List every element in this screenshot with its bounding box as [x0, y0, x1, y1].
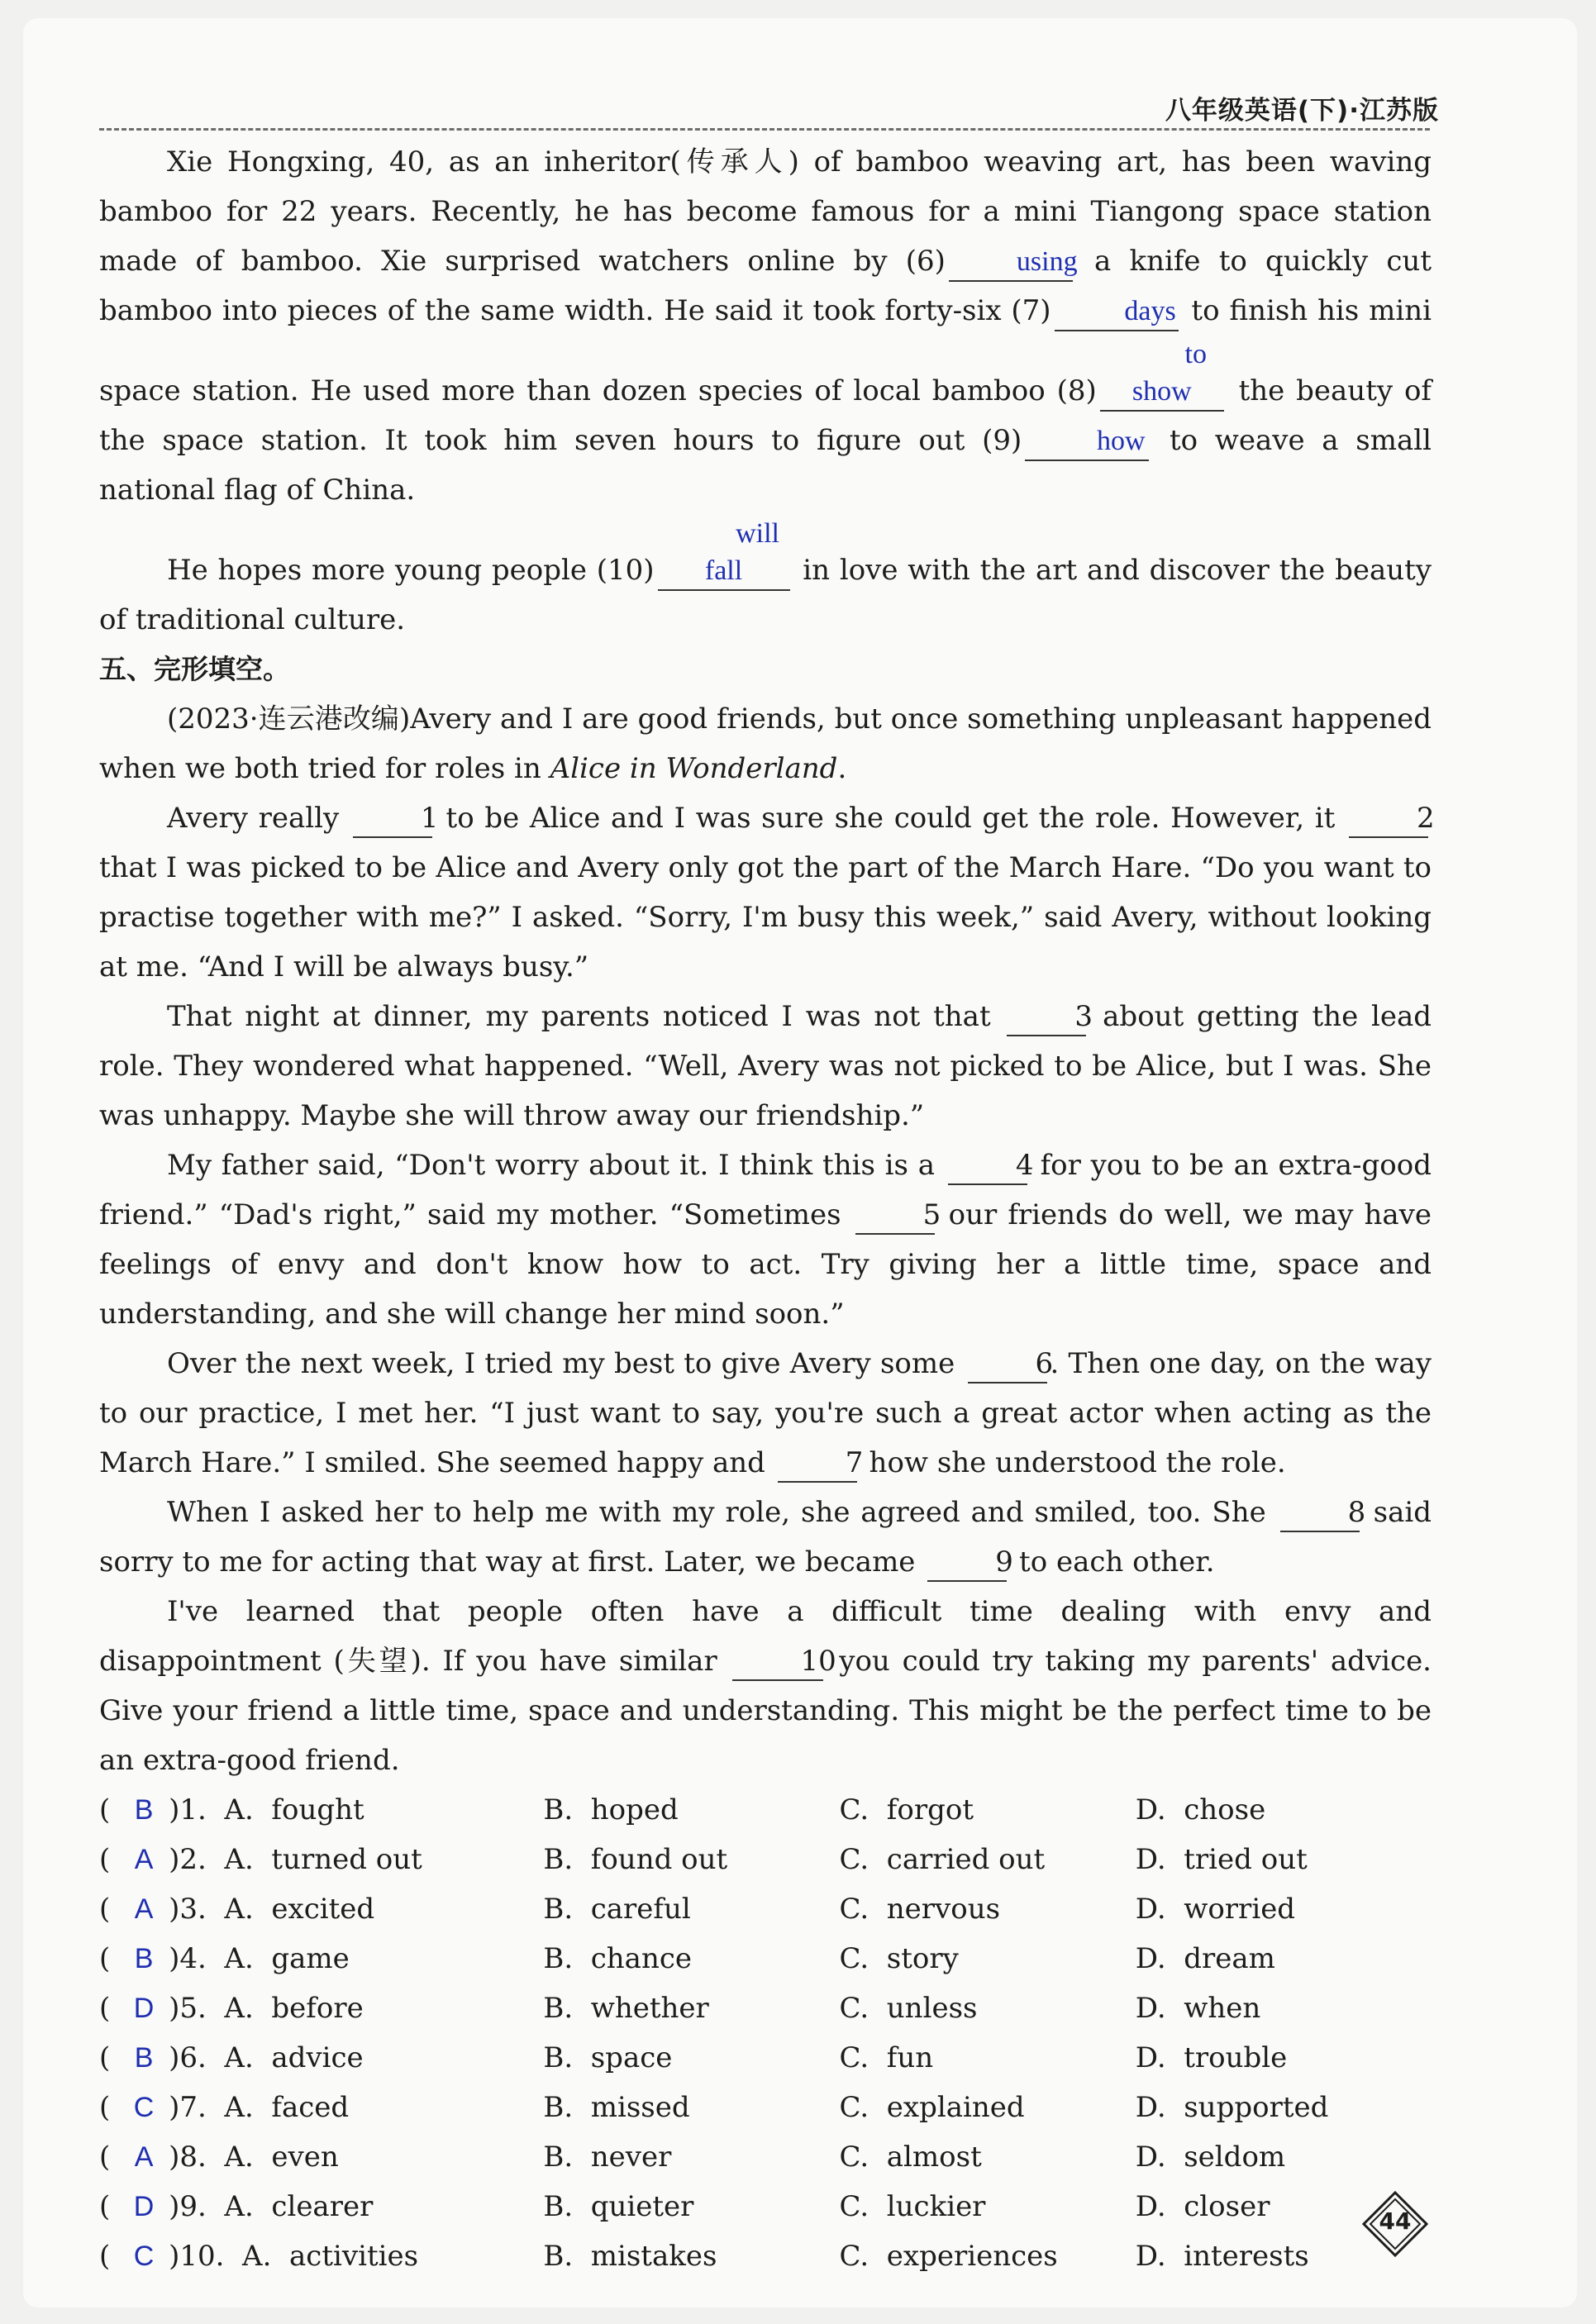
cloze-intro: (2023·连云港改编)Avery and I are good friends, but once something unpleasant happened when we both tried for roles in Alice in Wonderland. — [99, 702, 1432, 785]
cloze-blank-4: 4 — [948, 1147, 1027, 1185]
option-b[interactable]: B. careful — [543, 1893, 691, 1926]
option-b[interactable]: B. hoped — [543, 1793, 679, 1826]
option-row — [99, 2132, 1432, 2182]
answer-blank-9[interactable]: how — [1025, 422, 1149, 461]
selected-answer[interactable]: C — [133, 2241, 155, 2272]
option-row — [99, 1785, 1432, 1835]
option-d[interactable]: D. when — [1135, 1992, 1261, 2025]
question-number: ( D )5. A. before — [99, 1983, 543, 2033]
option-b[interactable]: B. quieter — [543, 2190, 694, 2223]
cloze-blank-2: 2 — [1349, 800, 1428, 838]
selected-answer[interactable]: D — [133, 2191, 155, 2222]
option-d[interactable]: D. supported — [1135, 2091, 1329, 2124]
option-c[interactable]: C. experiences — [839, 2240, 1058, 2273]
question-number: ( D )9. A. clearer — [99, 2182, 543, 2231]
option-b[interactable]: B. space — [543, 2041, 673, 2074]
option-c[interactable]: C. nervous — [839, 1893, 1001, 1926]
cloze-paragraph-3: My father said, “Don't worry about it. I think this is a 4 for you to be an extra-good friend.” “Dad's right,” said my mother. “Sometimes 5 our friends do well, we may have feelings of envy and don't know how to act. Try giving her a little time, space and understanding, and she will change her mind soon.” — [99, 1149, 1432, 1331]
option-row — [99, 1884, 1432, 1934]
option-row — [99, 1835, 1432, 1884]
answer-blank-8[interactable]: to show — [1100, 336, 1224, 412]
option-row — [99, 1983, 1432, 2033]
cloze-blank-9: 9 — [927, 1544, 1007, 1582]
cloze-paragraph-2: That night at dinner, my parents noticed I was not that 3 about getting the lead role. They wondered what happened. “Well, Avery was not picked to be Alice, but I was. She was unhappy. Maybe she will throw away our friendship.” — [99, 1000, 1432, 1132]
option-c[interactable]: C. story — [839, 1942, 959, 1975]
selected-answer[interactable]: B — [134, 2042, 154, 2074]
option-row — [99, 2083, 1432, 2132]
cloze-paragraph-6: I've learned that people often have a difficult time dealing with envy and disappointment (失望). If you have similar 10 you could try taking my parents' advice. Give your friend a little time, space and understanding. This might be the perfect time to be an extra-good friend. — [99, 1595, 1432, 1777]
page-number: 44 — [1379, 2207, 1412, 2235]
header-divider — [99, 128, 1430, 131]
answer-blank-7[interactable]: days — [1055, 293, 1179, 331]
passage-paragraph-2: He hopes more young people (10)will fall in love with the art and discover the beauty of traditional culture. — [99, 515, 1432, 645]
exercise-content — [99, 137, 1435, 2281]
selected-answer[interactable]: C — [133, 2092, 155, 2123]
option-row — [99, 2182, 1432, 2231]
question-number: ( A )8. A. even — [99, 2132, 543, 2182]
option-c[interactable]: C. explained — [839, 2091, 1025, 2124]
option-row — [99, 2231, 1432, 2281]
cloze-paragraph-4: Over the next week, I tried my best to give Avery some 6. Then one day, on the way to our practice, I met her. “I just want to say, you're such a great actor when acting as the March Hare.” I smiled. She seemed happy and 7 how she understood the role. — [99, 1339, 1432, 1488]
option-b[interactable]: B. found out — [543, 1843, 728, 1876]
question-number: ( A )2. A. turned out — [99, 1835, 543, 1884]
question-number: ( C )7. A. faced — [99, 2083, 543, 2132]
option-d[interactable]: D. closer — [1135, 2190, 1270, 2223]
option-b[interactable]: B. never — [543, 2141, 672, 2174]
selected-answer[interactable]: A — [134, 1893, 154, 1925]
question-number: ( B )4. A. game — [99, 1934, 543, 1983]
option-b[interactable]: B. whether — [543, 1992, 709, 2025]
option-d[interactable]: D. tried out — [1135, 1843, 1308, 1876]
option-c[interactable]: C. unless — [839, 1992, 978, 2025]
option-c[interactable]: C. almost — [839, 2141, 982, 2174]
option-d[interactable]: D. trouble — [1135, 2041, 1288, 2074]
cloze-blank-8: 8 — [1280, 1494, 1360, 1532]
option-d[interactable]: D. chose — [1135, 1793, 1266, 1826]
option-c[interactable]: C. luckier — [839, 2190, 986, 2223]
option-c[interactable]: C. forgot — [839, 1793, 974, 1826]
cloze-blank-5: 5 — [855, 1197, 935, 1235]
cloze-blank-7: 7 — [778, 1445, 857, 1483]
answer-options-list — [99, 1785, 1432, 2281]
selected-answer[interactable]: D — [133, 1993, 155, 2024]
option-row — [99, 1934, 1432, 1983]
option-d[interactable]: D. seldom — [1135, 2141, 1286, 2174]
selected-answer[interactable]: B — [134, 1794, 154, 1826]
section-heading: 五、完形填空。 — [99, 653, 290, 685]
option-d[interactable]: D. interests — [1135, 2240, 1309, 2273]
cloze-blank-6: 6 — [968, 1345, 1047, 1383]
answer-blank-10[interactable]: will fall — [658, 515, 790, 591]
cloze-blank-3: 3 — [1007, 998, 1086, 1036]
question-number: ( B )1. A. fought — [99, 1785, 543, 1835]
option-d[interactable]: D. dream — [1135, 1942, 1275, 1975]
option-c[interactable]: C. carried out — [839, 1843, 1046, 1876]
cloze-paragraph-1: Avery really 1 to be Alice and I was sure she could get the role. However, it 2 that I was picked to be Alice and Avery only got the part of the March Hare. “Do you want to practise together with me?” I asked. “Sorry, I'm busy this week,” said Avery, without looking at me. “And I will be always busy.” — [99, 802, 1435, 983]
option-b[interactable]: B. mistakes — [543, 2240, 717, 2273]
cloze-paragraph-5: When I asked her to help me with my role, she agreed and smiled, too. She 8 said sorry to me for acting that way at first. Later, we became 9 to each other. — [99, 1488, 1432, 1587]
option-b[interactable]: B. missed — [543, 2091, 690, 2124]
question-number: ( A )3. A. excited — [99, 1884, 543, 1934]
option-d[interactable]: D. worried — [1135, 1893, 1296, 1926]
question-number: ( B )6. A. advice — [99, 2033, 543, 2083]
option-row — [99, 2033, 1432, 2083]
book-title: 八年级英语(下)·江苏版 — [1165, 96, 1439, 126]
option-b[interactable]: B. chance — [543, 1942, 693, 1975]
cloze-blank-1: 1 — [353, 800, 432, 838]
selected-answer[interactable]: A — [134, 1844, 154, 1875]
answer-blank-6[interactable]: using — [949, 243, 1073, 282]
passage-paragraph-1: Xie Hongxing, 40, as an inheritor(传承人) of bamboo weaving art, has been waving bamboo for 22 years. Recently, he has become famous for a mini Tiangong space station made of bamboo. Xie surprised watchers online by (6) using a knife to quickly cut bamboo into pieces of the same width. He said it took forty-six (7) days to finish his mini space station. He used more than dozen species of local bamboo (8)to show the beauty of the space station. It took him seven hours to figure out (9) how to weave a small national flag of China. — [99, 145, 1432, 507]
option-c[interactable]: C. fun — [839, 2041, 934, 2074]
question-number: ( C )10. A. activities — [99, 2231, 543, 2281]
cloze-blank-10: 10 — [732, 1643, 823, 1681]
selected-answer[interactable]: B — [134, 1943, 154, 1974]
selected-answer[interactable]: A — [134, 2141, 154, 2173]
page-number-badge — [1362, 2191, 1428, 2257]
